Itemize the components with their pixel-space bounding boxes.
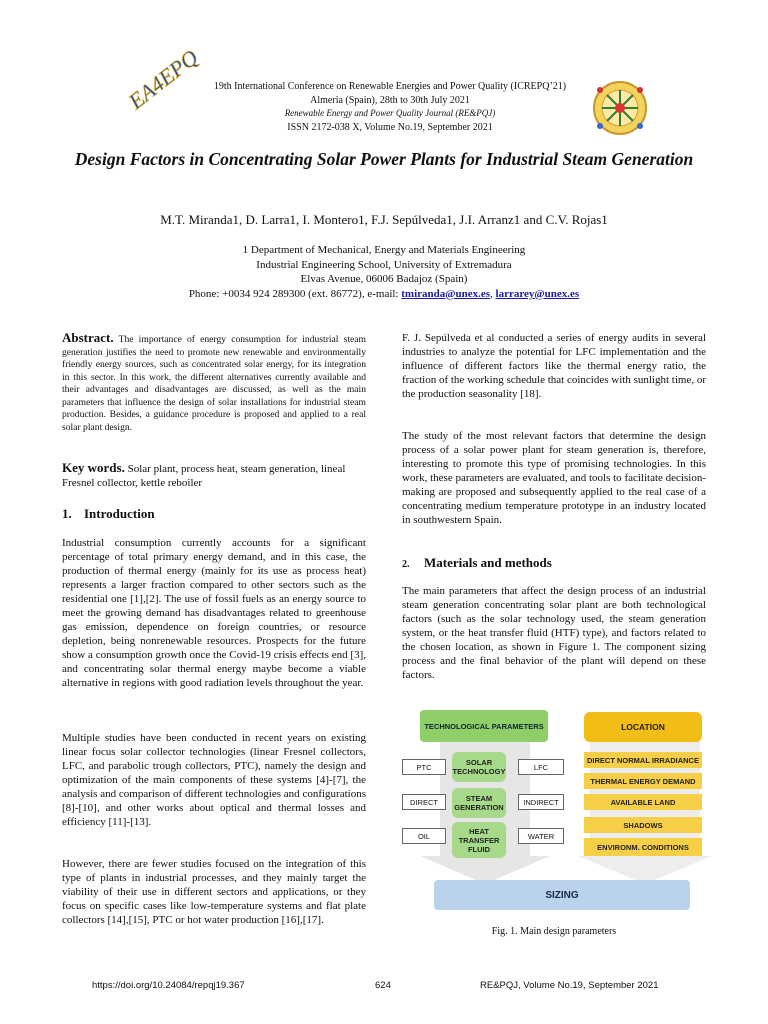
section-1-heading — [62, 506, 366, 522]
solar-technology-box: SOLAR TECHNOLOGY — [452, 752, 506, 782]
location-item-shadows: SHADOWS — [584, 817, 702, 833]
figure-1-diagram — [400, 706, 712, 918]
location-item-environm-conditions: ENVIRONM. CONDITIONS — [584, 838, 702, 856]
option-lfc: LFC — [518, 759, 564, 775]
email-separator: , — [490, 287, 496, 300]
option-indirect: INDIRECT — [518, 794, 564, 810]
intro-paragraph-2: Multiple studies have been conducted in recent years on existing linear focus solar collector technologies (linear Fresnel collectors, LFC, and parabolic trough collectors, PTC), namely the design and optimization of the main components of these systems [4]-[7], the analysis and comparison of different technologies and configurations [8]-[10], and other works about optical and thermal losses and efficiency [11]-[13]. — [62, 732, 366, 828]
footer-page-number: 624 — [375, 980, 391, 991]
option-direct: DIRECT — [402, 794, 446, 810]
author-list: M.T. Miranda1, D. Larra1, I. Montero1, F.J. Sepúlveda1, J.I. Arranz1 and C.V. Rojas1 — [160, 212, 608, 227]
email-link-2[interactable]: larrarey@unex.es — [495, 287, 580, 300]
location-item-thermal-demand: THERMAL ENERGY DEMAND — [584, 773, 702, 789]
keywords-label: Key words. — [62, 460, 125, 475]
affiliation-dept: 1 Department of Mechanical, Energy and Materials Engineering — [242, 244, 526, 256]
section-1-number: 1. — [62, 506, 72, 521]
location-header: LOCATION — [584, 712, 702, 742]
affiliation-school: Industrial Engineering School, University of Extremadura — [256, 258, 512, 271]
conference-location: Almeria (Spain), 28th to 30th July 2021 — [310, 94, 470, 106]
right-paragraph-2: The study of the most relevant factors that determine the design process of a solar power plant for steam generation is, therefore, interesting to promote this type of promising technologies. In this work, these parameters are evaluated, and tools to facilitate decision-making are proposed and subsequently applied to the real case of a concentrating medium temperature prototype in an industry located in southwestern Spain. — [402, 430, 706, 526]
footer-doi: https://doi.org/10.24084/repqj19.367 — [92, 980, 245, 991]
heat-transfer-fluid-box: HEAT TRANSFER FLUID — [452, 822, 506, 858]
conference-name: 19th International Conference on Renewable Energies and Power Quality (ICREPQ’21) — [213, 81, 567, 92]
option-ptc: PTC — [402, 759, 446, 775]
conference-logo — [588, 76, 652, 140]
affiliation — [40, 243, 728, 301]
affiliation-address: Elvas Avenue, 06006 Badajoz (Spain) — [300, 273, 468, 285]
steam-generation-box: STEAM GENERATION — [452, 788, 506, 818]
svg-text:EA4EPQ: EA4EPQ — [123, 46, 203, 114]
phone-text: Phone: +0034 924 289300 (ext. 86772), e-mail: — [188, 287, 402, 300]
figure-1-caption: Fig. 1. Main design parameters — [491, 926, 617, 937]
sizing-box: SIZING — [434, 880, 690, 910]
right-paragraph-1: F. J. Sepúlveda et al conducted a series of energy audits in several industries to analyze the potential for LFC implementation and the influence of different factors like the thermal energy ratio, the fraction of the working schedule that coincides with sunlight time, or the production seasonality [18]. — [402, 332, 706, 400]
methods-paragraph-1: The main parameters that affect the design process of an industrial steam generation concentrating solar plant are both technological factors (such as the solar technology used, the steam generation system, or the heat transfer fluid (HTF) type), and factors related to the chosen location, as shown in Figure 1. The component sizing process and the final behavior of the plant will depend on these factors. — [402, 585, 706, 681]
location-item-available-land: AVAILABLE LAND — [584, 794, 702, 810]
abstract-label: Abstract. — [62, 330, 114, 345]
section-2-title: Materials and methods — [424, 555, 552, 570]
intro-paragraph-3: However, there are fewer studies focused on the integration of this type of plants in industrial processes, and they mainly target the viability of their use in different sectors and applications, or they focus on specific cases like low-temperature systems and flat plate collectors [14],[15], PTC or hot water production [16],[17]. — [62, 858, 366, 926]
contact-line — [40, 287, 728, 302]
location-item-dni: DIRECT NORMAL IRRADIANCE — [584, 752, 702, 768]
abstract — [62, 332, 366, 434]
tech-params-header: TECHNOLOGICAL PARAMETERS — [420, 710, 548, 742]
paper-title: Design Factors in Concentrating Solar Power Plants for Industrial Steam Generation — [74, 149, 694, 169]
conference-header — [190, 80, 590, 134]
abstract-text: The importance of energy consumption for industrial steam generation justifies the need to promote new renewable and environmentally friendly energy sources, such as concentrated solar energy, for its integration in this sector. In this work, the different alternatives currently available and their advantages and disadvantages are discussed, as well as the main parameters that influence the design of solar installations for industrial steam production. Besides, a guidance procedure is proposed and applied to a real solar plant design. — [62, 334, 366, 433]
section-1-title: Introduction — [84, 506, 155, 521]
intro-paragraph-1: Industrial consumption currently accounts for a significant percentage of total primary energy demand, and in this case, the production of thermal energy (mainly for its use as process heat) represents a larger fraction compared to other sectors such as the residential one [1],[2]. The use of fossil fuels as an energy source to meet the growing demand has disadvantages related to greenhouse gas emission, dependence on foreign countries, or resource depletion, being nonrenewable resources. Prospects for the future show a consumption growth once the Covid-19 crisis effects end [3], and concentrating solar thermal energy maybe become a viable alternative in regions with good radiation levels throughout the year. — [62, 537, 366, 689]
option-oil: OIL — [402, 828, 446, 844]
section-2-heading — [402, 555, 706, 571]
keywords — [62, 461, 366, 490]
journal-name: Renewable Energy and Power Quality Journal (RE&PQJ) — [284, 108, 496, 118]
issn-line: ISSN 2172-038 X, Volume No.19, September 2021 — [287, 121, 493, 133]
email-link-1[interactable]: tmiranda@unex.es — [401, 287, 491, 300]
option-water: WATER — [518, 828, 564, 844]
keywords-text: Solar plant, process heat, steam generation, lineal Fresnel collector, kettle reboiler — [62, 463, 346, 489]
section-2-number: 2. — [402, 559, 410, 570]
footer-journal: RE&PQJ, Volume No.19, September 2021 — [480, 980, 659, 991]
